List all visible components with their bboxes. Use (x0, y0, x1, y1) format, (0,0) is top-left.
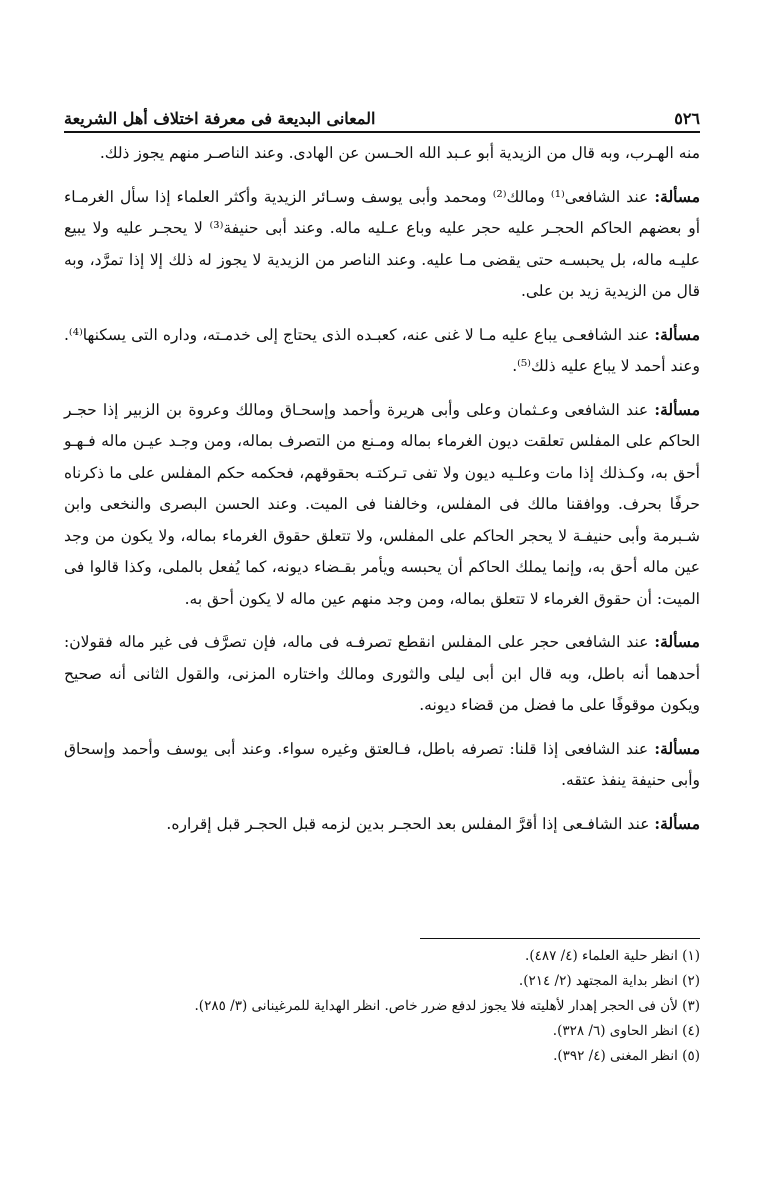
running-header (64, 94, 700, 128)
paragraph-text: عند الشافعى إذا قلنا: تصرفه باطل، فـالعتق وغيره سواء. وعند أبى يوسف وأحمد وإسحاق وأبى حنيفة ينفذ عتقه. (64, 739, 700, 789)
paragraph-text: عند الشافعى⁽¹⁾ ومالك⁽²⁾ ومحمد وأبى يوسف وسـائر الزيدية وأكثر العلماء إذا سأل الغرمـاء أو بعضهم الحاكم الحجـر عليه حجر عليه وباع عـليه ماله. وعند أبى حنيفة⁽³⁾ لا يحجـر عليه ولا يبيع عليـه ماله، بل يحبسـه حتى يقضى مـا عليه. وعند الناصر من الزيدية لا يجوز له ذلك إلا إذا تمرَّد، وبه قال من الزيدية زيد بن على. (64, 187, 700, 300)
footnote: (٤) انظر الحاوى (٦/ ٣٢٨). (552, 1023, 700, 1039)
page-number: ٥٢٦ (674, 109, 700, 128)
paragraph (64, 733, 700, 797)
paragraph-text: عند الشافـعى إذا أقرَّ المفلس بعد الحجـر بدين لزمه قبل الحجـر قبل إقراره. (166, 814, 650, 833)
paragraph (64, 319, 700, 383)
main-text (64, 138, 700, 851)
paragraph-text: عند الشافعى وعـثمان وعلى وأبى هريرة وأحمد وإسحـاق ومالك وعروة بن الزبير إذا حجـر الحاكم على المفلس تعلقت ديون الغرماء بماله ومـنع من التصرف بماله، ومن وجـد عيـن ماله فـهـو أحق به، وكـذلك إذا مات وعلـيه ديون ولا تفى تـركتـه بحقوقهم، فحكمه حكم المفلس على ما ذكرناه حرفًا بحرف. ووافقنا مالك فى المفلس، وخالفنا فى الميت. وعند الحسن البصرى والنخعى وابن شـبرمة وأبى حنيفـة لا يحجر الحاكم على المفلس، ولا تتعلق حقوق الغرماء بماله، ولا يكون من وجد عين ماله أحق به، وإنما يملك الحاكم أن يحبسه ويأمر بقـضاء ديونه، كما يُفعل بالملى، وكذا قالوا فى الميت: أن حقوق الغرماء لا تتعلق بماله، ومن وجد منهم عين ماله لا يكون أحق به. (64, 400, 700, 608)
footnote: (٣) لأن فى الحجر إهدار لأهليته فلا يجوز لدفع ضرر خاص. انظر الهداية للمرغينانى (٣/ ٢٨٥). (194, 998, 700, 1014)
footnotes (64, 944, 700, 1069)
paragraph (64, 808, 700, 841)
issue-keyword: مسألة: (654, 399, 700, 419)
footnote: (٢) انظر بداية المجتهد (٢/ ٢١٤). (518, 973, 700, 989)
footnote: (١) انظر حلية العلماء (٤/ ٤٨٧). (525, 948, 700, 964)
paragraph (64, 394, 700, 616)
footnote: (٥) انظر المغنى (٤/ ٣٩٢). (553, 1048, 700, 1064)
issue-keyword: مسألة: (654, 738, 700, 758)
paragraph (64, 626, 700, 722)
issue-keyword: مسألة: (654, 632, 700, 651)
paragraph-text: منه الهـرب، وبه قال من الزيدية أبو عـبد الله الحـسن عن الهادى. وعند الناصـر منهم يجوز ذلك. (99, 144, 700, 162)
issue-keyword: مسألة: (654, 324, 700, 344)
issue-keyword: مسألة: (654, 186, 701, 206)
paragraph (64, 138, 700, 170)
paragraph (64, 181, 700, 308)
header-divider (64, 131, 700, 133)
footnote-divider (420, 938, 700, 939)
book-title: المعانى البديعة فى معرفة اختلاف أهل الشريعة (64, 109, 376, 128)
issue-keyword: مسألة: (654, 813, 700, 833)
paragraph-text: عند الشافعـى يباع عليه مـا لا غنى عنه، كعبـده الذى يحتاج إلى خدمـته، وداره التى يسكنها⁽⁴⁾. وعند أحمد لا يباع عليه ذلك⁽⁵⁾. (64, 325, 700, 375)
paragraph-text: عند الشافعى حجر على المفلس انقطع تصرفـه فى ماله، فإن تصرَّف فى غير ماله فقولان: أحدهما أنه باطل، وبه قال ابن أبى ليلى والثورى ومالك واختاره المزنى، والقول الثانى أنه صحيح ويكون موقوفًا على ما فضل من قضاء ديونه. (64, 633, 701, 714)
